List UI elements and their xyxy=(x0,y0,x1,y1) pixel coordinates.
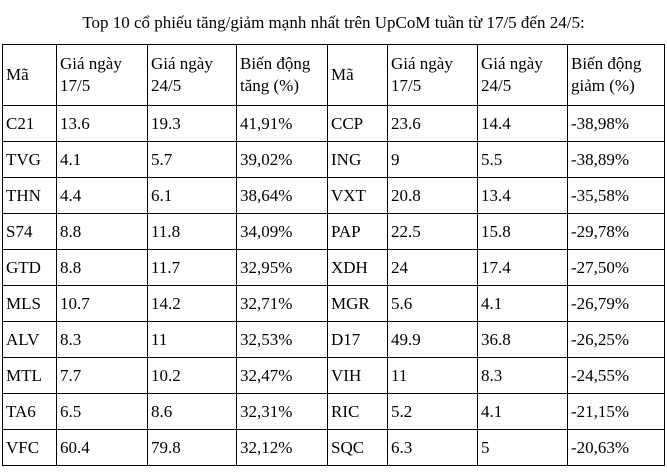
loser-price-24-5-cell: 5 xyxy=(478,430,568,466)
gainer-price-17-5-cell: 4.1 xyxy=(57,142,148,178)
header-price-24-5-losers: Giá ngày 24/5 xyxy=(478,45,568,106)
loser-ticker-cell: MGR xyxy=(328,286,388,322)
table-row xyxy=(3,394,665,430)
gainer-price-24-5-cell: 5.7 xyxy=(148,142,237,178)
loser-price-24-5-cell: 13.4 xyxy=(478,178,568,214)
gainer-change-cell: 34,09% xyxy=(237,214,328,250)
loser-price-17-5-cell: 6.3 xyxy=(388,430,478,466)
gainer-ticker-cell: TVG xyxy=(3,142,57,178)
loser-ticker-cell: PAP xyxy=(328,214,388,250)
table-row xyxy=(3,358,665,394)
loser-price-17-5-cell: 49.9 xyxy=(388,322,478,358)
gainer-change-cell: 38,64% xyxy=(237,178,328,214)
loser-ticker-cell: VXT xyxy=(328,178,388,214)
gainer-price-17-5-cell: 13.6 xyxy=(57,106,148,142)
loser-price-24-5-cell: 5.5 xyxy=(478,142,568,178)
loser-change-cell: -29,78% xyxy=(568,214,665,250)
gainer-change-cell: 39,02% xyxy=(237,142,328,178)
gainer-price-17-5-cell: 10.7 xyxy=(57,286,148,322)
gainer-change-cell: 32,95% xyxy=(237,250,328,286)
loser-price-17-5-cell: 5.2 xyxy=(388,394,478,430)
table-row xyxy=(3,106,665,142)
loser-price-24-5-cell: 17.4 xyxy=(478,250,568,286)
table-row xyxy=(3,322,665,358)
loser-price-17-5-cell: 5.6 xyxy=(388,286,478,322)
gainer-change-cell: 32,53% xyxy=(237,322,328,358)
loser-price-24-5-cell: 8.3 xyxy=(478,358,568,394)
table-header-row xyxy=(3,45,665,106)
gainer-ticker-cell: ALV xyxy=(3,322,57,358)
table-row xyxy=(3,286,665,322)
loser-change-cell: -26,25% xyxy=(568,322,665,358)
gainer-ticker-cell: MTL xyxy=(3,358,57,394)
loser-ticker-cell: ING xyxy=(328,142,388,178)
header-ticker-gainers: Mã xyxy=(3,45,57,106)
gainer-change-cell: 32,47% xyxy=(237,358,328,394)
table-row xyxy=(3,142,665,178)
gainer-change-cell: 32,31% xyxy=(237,394,328,430)
gainer-price-17-5-cell: 8.8 xyxy=(57,250,148,286)
document-title: Top 10 cổ phiếu tăng/giảm mạnh nhất trên UpCoM tuần từ 17/5 đến 24/5: xyxy=(82,13,585,32)
loser-change-cell: -38,89% xyxy=(568,142,665,178)
gainer-ticker-cell: THN xyxy=(3,178,57,214)
table-row xyxy=(3,250,665,286)
loser-price-17-5-cell: 22.5 xyxy=(388,214,478,250)
loser-price-17-5-cell: 24 xyxy=(388,250,478,286)
loser-change-cell: -38,98% xyxy=(568,106,665,142)
gainer-price-24-5-cell: 8.6 xyxy=(148,394,237,430)
gainer-ticker-cell: S74 xyxy=(3,214,57,250)
gainer-price-17-5-cell: 6.5 xyxy=(57,394,148,430)
loser-price-24-5-cell: 36.8 xyxy=(478,322,568,358)
gainer-change-cell: 32,71% xyxy=(237,286,328,322)
gainer-price-24-5-cell: 11.7 xyxy=(148,250,237,286)
gainer-price-17-5-cell: 7.7 xyxy=(57,358,148,394)
loser-ticker-cell: XDH xyxy=(328,250,388,286)
loser-ticker-cell: SQC xyxy=(328,430,388,466)
gainer-price-24-5-cell: 79.8 xyxy=(148,430,237,466)
loser-change-cell: -26,79% xyxy=(568,286,665,322)
gainer-price-24-5-cell: 14.2 xyxy=(148,286,237,322)
gainer-price-24-5-cell: 10.2 xyxy=(148,358,237,394)
gainer-ticker-cell: C21 xyxy=(3,106,57,142)
loser-price-17-5-cell: 20.8 xyxy=(388,178,478,214)
loser-price-24-5-cell: 4.1 xyxy=(478,394,568,430)
header-change-decrease: Biến động giảm (%) xyxy=(568,45,665,106)
gainer-price-24-5-cell: 19.3 xyxy=(148,106,237,142)
header-change-increase: Biến động tăng (%) xyxy=(237,45,328,106)
loser-price-24-5-cell: 4.1 xyxy=(478,286,568,322)
gainer-price-17-5-cell: 60.4 xyxy=(57,430,148,466)
header-ticker-losers: Mã xyxy=(328,45,388,106)
loser-change-cell: -20,63% xyxy=(568,430,665,466)
gainer-ticker-cell: TA6 xyxy=(3,394,57,430)
loser-price-17-5-cell: 9 xyxy=(388,142,478,178)
gainer-price-17-5-cell: 8.3 xyxy=(57,322,148,358)
loser-price-17-5-cell: 23.6 xyxy=(388,106,478,142)
loser-change-cell: -24,55% xyxy=(568,358,665,394)
header-price-24-5-gainers: Giá ngày 24/5 xyxy=(148,45,237,106)
gainer-ticker-cell: VFC xyxy=(3,430,57,466)
stock-table xyxy=(2,44,665,466)
gainer-change-cell: 41,91% xyxy=(237,106,328,142)
header-price-17-5-losers: Giá ngày 17/5 xyxy=(388,45,478,106)
gainer-change-cell: 32,12% xyxy=(237,430,328,466)
loser-price-24-5-cell: 14.4 xyxy=(478,106,568,142)
table-row xyxy=(3,178,665,214)
loser-ticker-cell: CCP xyxy=(328,106,388,142)
table-row xyxy=(3,430,665,466)
loser-price-24-5-cell: 15.8 xyxy=(478,214,568,250)
gainer-ticker-cell: GTD xyxy=(3,250,57,286)
gainer-price-24-5-cell: 6.1 xyxy=(148,178,237,214)
loser-ticker-cell: VIH xyxy=(328,358,388,394)
gainer-price-24-5-cell: 11 xyxy=(148,322,237,358)
gainer-price-24-5-cell: 11.8 xyxy=(148,214,237,250)
loser-price-17-5-cell: 11 xyxy=(388,358,478,394)
loser-change-cell: -27,50% xyxy=(568,250,665,286)
loser-ticker-cell: RIC xyxy=(328,394,388,430)
stock-table-body xyxy=(3,45,665,466)
gainer-price-17-5-cell: 8.8 xyxy=(57,214,148,250)
loser-change-cell: -21,15% xyxy=(568,394,665,430)
header-price-17-5-gainers: Giá ngày 17/5 xyxy=(57,45,148,106)
loser-change-cell: -35,58% xyxy=(568,178,665,214)
table-row xyxy=(3,214,665,250)
loser-ticker-cell: D17 xyxy=(328,322,388,358)
gainer-ticker-cell: MLS xyxy=(3,286,57,322)
gainer-price-17-5-cell: 4.4 xyxy=(57,178,148,214)
